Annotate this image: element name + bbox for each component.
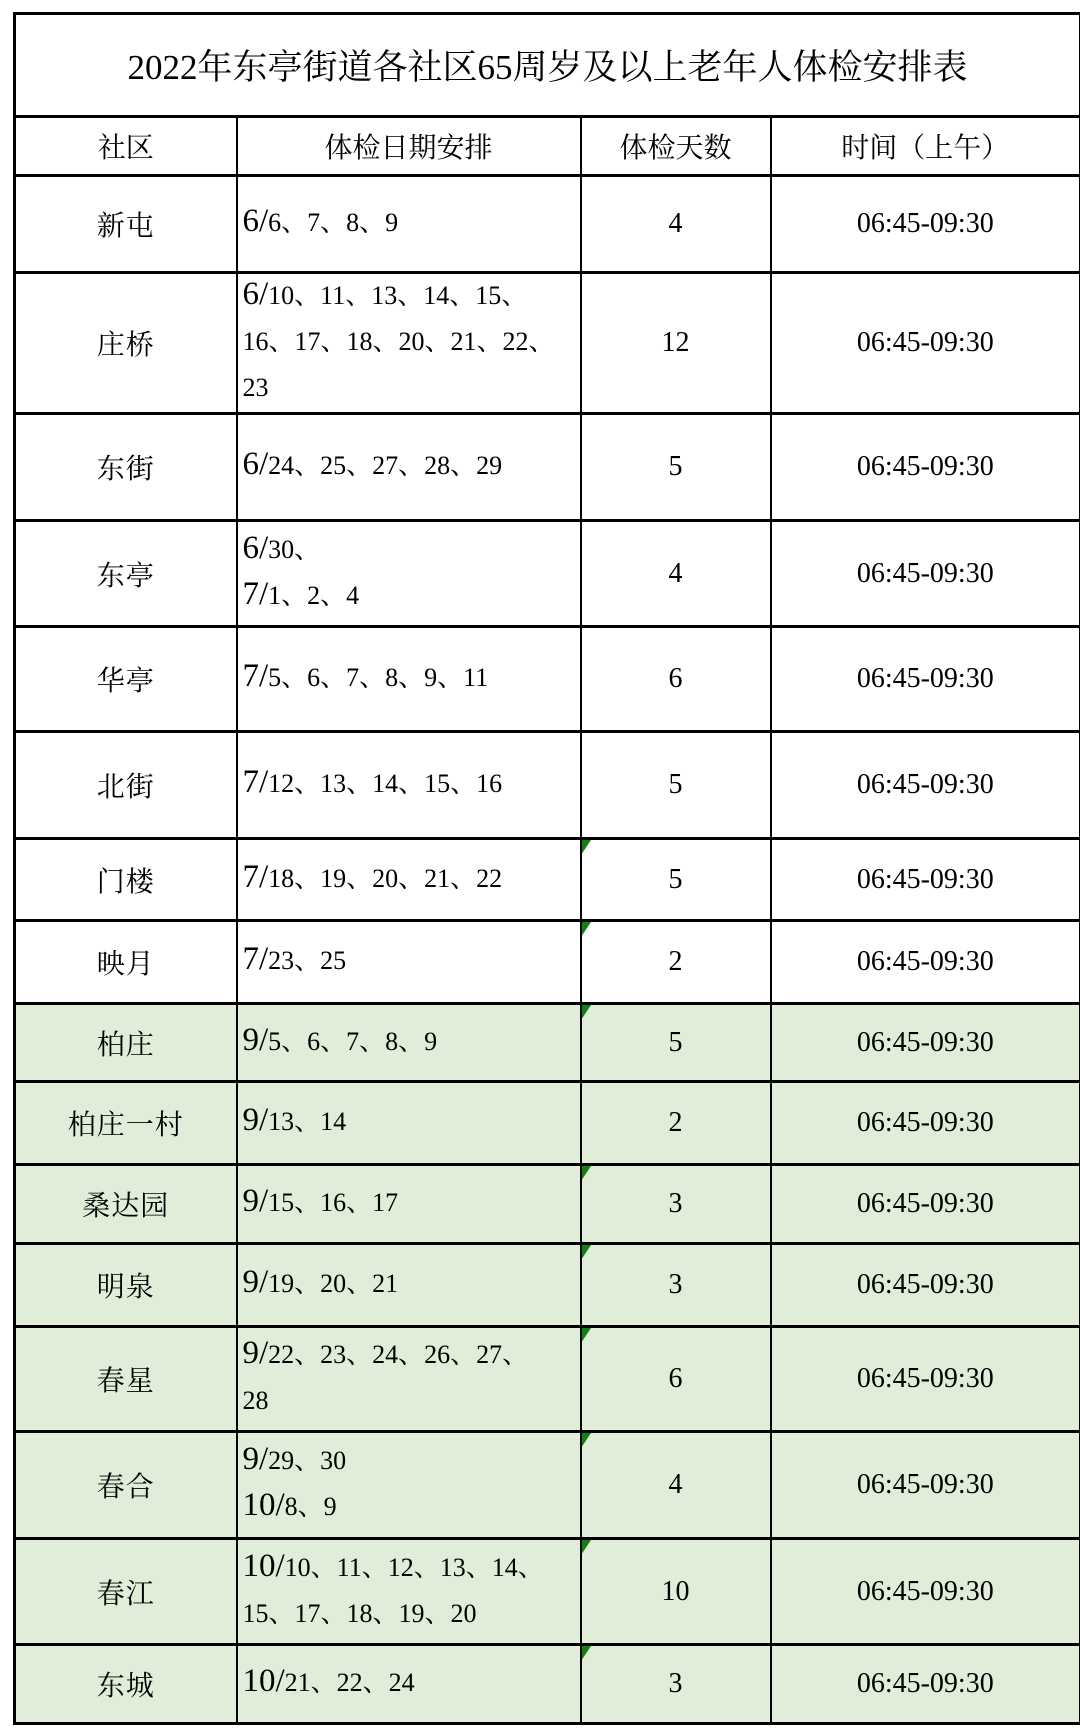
days-count-cell: 4 [581, 1432, 771, 1539]
table-row [15, 732, 1080, 839]
month-prefix: 7/ [242, 658, 269, 694]
comment-marker-icon [581, 1166, 591, 1181]
date-days: 8、9 [284, 1492, 337, 1521]
date-days: 28 [242, 1386, 269, 1415]
date-days: 30、 [268, 534, 321, 564]
date-days: 12、13、14、15、16 [268, 769, 503, 798]
date-cell [237, 921, 581, 1004]
month-prefix: 9/ [242, 1102, 269, 1138]
days-count-cell: 5 [581, 839, 771, 921]
month-prefix: 6/ [242, 276, 269, 312]
community-cell: 北街 [15, 732, 237, 839]
date-cell [237, 1432, 581, 1539]
days-count-cell: 5 [581, 732, 771, 839]
days-count-cell: 4 [581, 176, 771, 273]
community-cell: 春江 [15, 1539, 237, 1645]
date-cell [237, 1327, 581, 1432]
month-prefix: 9/ [242, 1264, 269, 1300]
date-cell [237, 1645, 581, 1724]
month-prefix: 7/ [242, 858, 269, 895]
time-cell: 06:45-09:30 [771, 1082, 1080, 1165]
days-count-cell: 10 [581, 1539, 771, 1645]
date-days: 10、11、13、14、15、 [268, 281, 528, 310]
table-row [15, 1645, 1080, 1724]
date-cell [237, 1244, 581, 1327]
comment-marker-icon [581, 1433, 591, 1448]
month-prefix: 7/ [242, 941, 269, 977]
month-prefix: 6/ [242, 446, 269, 482]
header-community: 社区 [15, 117, 237, 176]
date-cell [237, 839, 581, 921]
days-count-cell: 2 [581, 1082, 771, 1165]
date-days: 15、17、18、19、20 [242, 1598, 477, 1628]
date-cell [237, 627, 581, 732]
table-row [15, 1244, 1080, 1327]
table-row [15, 414, 1080, 521]
date-cell [237, 521, 581, 627]
community-cell: 明泉 [15, 1244, 237, 1327]
community-cell: 春合 [15, 1432, 237, 1539]
checkup-schedule-table [13, 12, 1080, 1725]
date-cell [237, 1082, 581, 1165]
time-cell: 06:45-09:30 [771, 273, 1080, 414]
date-days: 1、2、4 [268, 580, 360, 610]
comment-marker-icon [581, 1328, 591, 1343]
time-cell: 06:45-09:30 [771, 1327, 1080, 1432]
date-cell [237, 273, 581, 414]
time-cell: 06:45-09:30 [771, 1539, 1080, 1645]
date-days: 10、11、12、13、14、 [284, 1552, 544, 1582]
title-row [15, 14, 1080, 117]
community-cell: 桑达园 [15, 1165, 237, 1244]
month-prefix: 6/ [242, 529, 269, 566]
date-cell [237, 1165, 581, 1244]
table-row [15, 1165, 1080, 1244]
table-row [15, 1327, 1080, 1432]
table-row [15, 1082, 1080, 1165]
month-prefix: 10/ [242, 1663, 285, 1699]
header-row [15, 117, 1080, 176]
table-row [15, 521, 1080, 627]
days-count-cell: 3 [581, 1165, 771, 1244]
date-cell [237, 1004, 581, 1082]
month-prefix: 9/ [242, 1335, 269, 1371]
time-cell: 06:45-09:30 [771, 176, 1080, 273]
date-days: 23、25 [268, 946, 347, 975]
days-count-cell: 2 [581, 921, 771, 1004]
date-days: 24、25、27、28、29 [268, 451, 503, 480]
time-cell: 06:45-09:30 [771, 1645, 1080, 1724]
date-days: 18、19、20、21、22 [268, 863, 503, 893]
comment-marker-icon [581, 1540, 591, 1555]
community-cell: 门楼 [15, 839, 237, 921]
days-count-cell: 4 [581, 521, 771, 627]
community-cell: 柏庄 [15, 1004, 237, 1082]
month-prefix: 9/ [242, 1021, 269, 1058]
date-cell [237, 414, 581, 521]
date-days: 19、20、21 [268, 1269, 399, 1298]
date-days: 5、6、7、8、9 [268, 1026, 438, 1056]
comment-marker-icon [581, 1245, 591, 1260]
month-prefix: 7/ [242, 764, 269, 800]
days-count-cell: 5 [581, 1004, 771, 1082]
community-cell: 东城 [15, 1645, 237, 1724]
table-row [15, 176, 1080, 273]
time-cell: 06:45-09:30 [771, 1244, 1080, 1327]
days-count-cell: 3 [581, 1244, 771, 1327]
days-count-cell: 6 [581, 627, 771, 732]
date-days: 16、17、18、20、21、22、 [242, 327, 555, 356]
month-prefix: 9/ [242, 1183, 269, 1219]
month-prefix: 6/ [242, 203, 269, 239]
comment-marker-icon [581, 922, 591, 937]
days-count-cell: 12 [581, 273, 771, 414]
table-row [15, 273, 1080, 414]
month-prefix: 9/ [242, 1441, 269, 1477]
table-row [15, 921, 1080, 1004]
community-cell: 庄桥 [15, 273, 237, 414]
days-count-cell: 5 [581, 414, 771, 521]
community-cell: 柏庄一村 [15, 1082, 237, 1165]
table-row [15, 627, 1080, 732]
community-cell: 春星 [15, 1327, 237, 1432]
community-cell: 东街 [15, 414, 237, 521]
header-date-schedule: 体检日期安排 [237, 117, 581, 176]
date-days: 5、6、7、8、9、11 [268, 663, 489, 692]
date-cell [237, 1539, 581, 1645]
header-days-count: 体检天数 [581, 117, 771, 176]
table-row [15, 1539, 1080, 1645]
days-count-cell: 6 [581, 1327, 771, 1432]
date-days: 6、7、8、9 [268, 208, 399, 237]
date-days: 21、22、24 [284, 1668, 415, 1697]
table-row [15, 839, 1080, 921]
time-cell: 06:45-09:30 [771, 732, 1080, 839]
time-cell: 06:45-09:30 [771, 839, 1080, 921]
month-prefix: 10/ [242, 1547, 285, 1584]
community-cell: 华亭 [15, 627, 237, 732]
date-days: 15、16、17 [268, 1188, 399, 1217]
community-cell: 新屯 [15, 176, 237, 273]
time-cell: 06:45-09:30 [771, 627, 1080, 732]
date-cell [237, 176, 581, 273]
time-cell: 06:45-09:30 [771, 1432, 1080, 1539]
date-days: 22、23、24、26、27、 [268, 1340, 529, 1369]
date-days: 29、30 [268, 1446, 347, 1475]
comment-marker-icon [581, 1005, 591, 1020]
time-cell: 06:45-09:30 [771, 921, 1080, 1004]
table-row [15, 1004, 1080, 1082]
month-prefix: 7/ [242, 575, 269, 612]
comment-marker-icon [581, 1646, 591, 1661]
table-row [15, 1432, 1080, 1539]
days-count-cell: 3 [581, 1645, 771, 1724]
time-cell: 06:45-09:30 [771, 521, 1080, 627]
page-title: 2022年东亭街道各社区65周岁及以上老年人体检安排表 [15, 14, 1080, 117]
month-prefix: 10/ [242, 1487, 285, 1523]
comment-marker-icon [581, 840, 591, 855]
community-cell: 映月 [15, 921, 237, 1004]
date-days: 23 [242, 373, 269, 402]
time-cell: 06:45-09:30 [771, 1004, 1080, 1082]
time-cell: 06:45-09:30 [771, 1165, 1080, 1244]
header-time: 时间（上午） [771, 117, 1080, 176]
time-cell: 06:45-09:30 [771, 414, 1080, 521]
date-days: 13、14 [268, 1107, 347, 1136]
community-cell: 东亭 [15, 521, 237, 627]
date-cell [237, 732, 581, 839]
